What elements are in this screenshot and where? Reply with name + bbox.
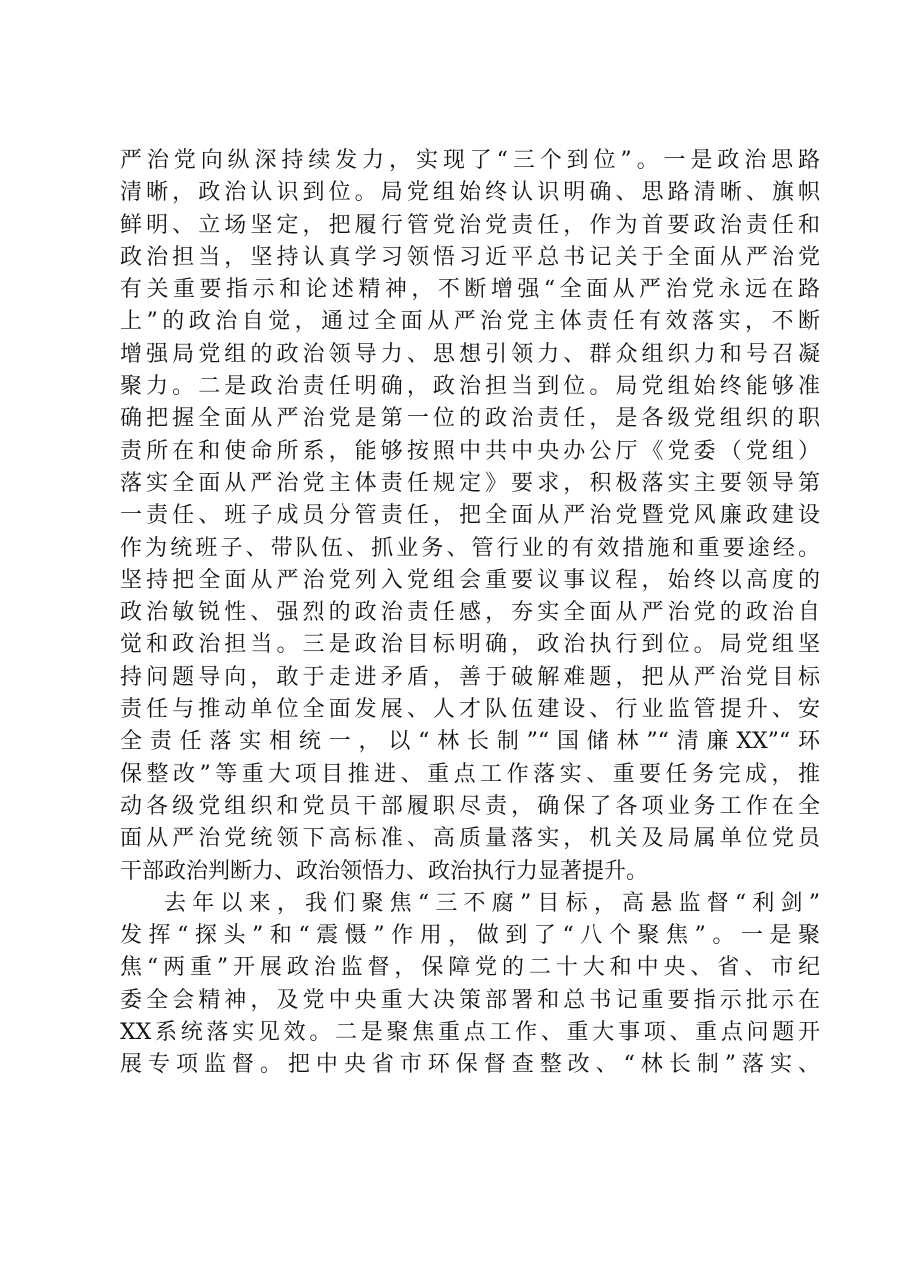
text-line: 责所在和使命所系，能够按照中共中央办公厅《党委（党组）: [120, 438, 820, 464]
text-line: 有关重要指示和论述精神，不断增强“全面从严治党永远在路: [120, 277, 820, 303]
text-line: 责任与推动单位全面发展、人才队伍建设、行业监管提升、安: [120, 697, 820, 723]
text-line: 发挥“探头”和“震慑”作用，做到了“八个聚焦”。一是聚: [120, 923, 820, 949]
paragraph-first-line: 去年以来，我们聚焦“三不腐”目标，高悬监督“利剑”: [164, 890, 820, 916]
text-line: 政治担当，坚持认真学习领悟习近平总书记关于全面从严治党: [120, 244, 820, 270]
text-line: 鲜明、立场坚定，把履行管党治党责任，作为首要政治责任和: [120, 212, 820, 238]
text-line: 作为统班子、带队伍、抓业务、管行业的有效措施和重要途经。: [120, 535, 820, 561]
text-line: 一责任、班子成员分管责任，把全面从严治党暨党风廉政建设: [120, 503, 820, 529]
text-line: 清晰，政治认识到位。局党组始终认识明确、思路清晰、旗帜: [120, 180, 820, 206]
text-line: 委全会精神，及党中央重大决策部署和总书记重要指示批示在: [120, 987, 820, 1013]
text-line: 增强局党组的政治领导力、思想引领力、群众组织力和号召凝: [120, 341, 820, 367]
text-line: 面从严治党统领下高标准、高质量落实，机关及局属单位党员: [120, 826, 820, 852]
text-line: 上”的政治自觉，通过全面从严治党主体责任有效落实，不断: [120, 309, 820, 335]
text-line: 动各级党组织和党员干部履职尽责，确保了各项业务工作在全: [120, 793, 820, 819]
text-line: 觉和政治担当。三是政治目标明确，政治执行到位。局党组坚: [120, 632, 820, 658]
text-line: 全责任落实相统一，以“林长制”“国储林”“清廉XX”“环: [120, 729, 820, 755]
text-line: 落实全面从严治党主体责任规定》要求，积极落实主要领导第: [120, 470, 820, 496]
text-line: 保整改”等重大项目推进、重点工作落实、重要任务完成，推: [120, 761, 820, 787]
text-line: 坚持把全面从严治党列入党组会重要议事议程，始终以高度的: [120, 567, 820, 593]
text-line: XX系统落实见效。二是聚焦重点工作、重大事项、重点问题开: [120, 1020, 820, 1046]
text-line: 政治敏锐性、强烈的政治责任感，夯实全面从严治党的政治自: [120, 600, 820, 626]
text-line: 确把握全面从严治党是第一位的政治责任，是各级党组织的职: [120, 406, 820, 432]
paragraph-end-line: 干部政治判断力、政治领悟力、政治执行力显著提升。: [120, 858, 649, 884]
text-line: 聚力。二是政治责任明确，政治担当到位。局党组始终能够准: [120, 374, 820, 400]
text-line: 严治党向纵深持续发力，实现了“三个到位”。一是政治思路: [120, 148, 820, 173]
text-line: 持问题导向，敢于走进矛盾，善于破解难题，把从严治党目标: [120, 664, 820, 690]
text-line: 焦“两重”开展政治监督，保障党的二十大和中央、省、市纪: [120, 955, 820, 981]
text-line: 展专项监督。把中央省市环保督查整改、“林长制”落实、: [120, 1052, 820, 1078]
body-text: [120, 145, 820, 1082]
